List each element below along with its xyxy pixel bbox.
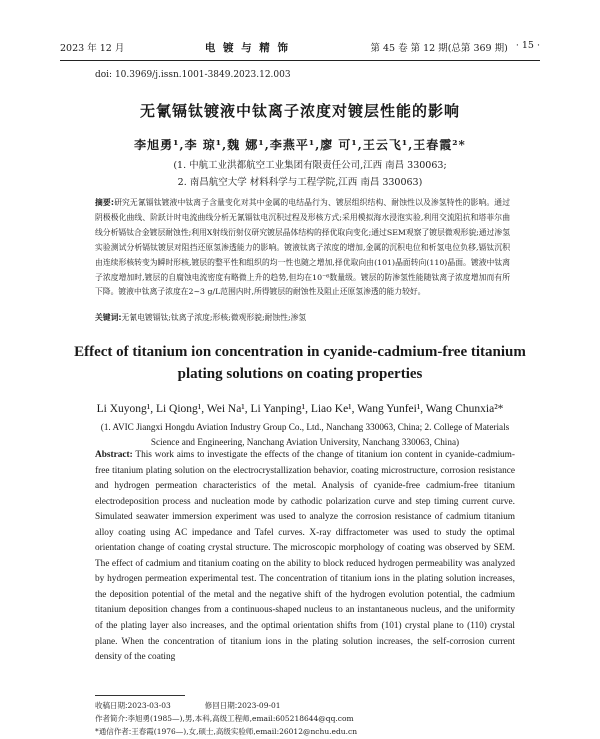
revised-label: 修回日期: [204,701,238,710]
footnote-rule [95,695,185,696]
cn-affiliation-1: (1. 中航工业洪都航空工业集团有限责任公司,江西 南昌 330063; [173,160,447,171]
received-date: 2023-03-03 [127,701,171,710]
footnotes [95,699,515,738]
header-journal: 电 镀 与 精 饰 [204,42,290,54]
en-abstract-label: Abstract: [95,450,133,460]
cn-affiliation-2: 2. 南昌航空大学 材料科学与工程学院,江西 南昌 330063) [177,177,423,188]
revised-date: 2023-09-01 [237,701,281,710]
running-header [60,40,540,61]
en-title: Effect of titanium ion concentration in cyanide-cadmium-free titanium plating solutions on coating properties [74,344,526,382]
footnote-dates [95,699,515,712]
footnote-author [95,712,515,725]
header-issue: 第 45 卷 第 12 期(总第 369 期) [370,43,508,54]
cn-abstract [95,196,510,300]
cn-title: 无氰镉钛镀液中钛离子浓度对镀层性能的影响 [139,102,460,120]
en-affiliation: (1. AVIC Jiangxi Hongdu Aviation Industry Group Co., Ltd., Nanchang 330063, China; 2. College of Materials Science and Engineering, Nanchang Aviation University, Nanchang 330063, China) [100,422,510,447]
cn-keywords-label: 关键词: [95,313,122,322]
cn-authors: 李旭勇¹,李 琼¹,魏 娜¹,李燕平¹,廖 可¹,王云飞¹,王春霞²* [134,138,466,152]
cn-keywords [95,312,510,323]
cn-keywords-text: 无氰电镀镉钛;钛离子浓度;形核;微观形貌;耐蚀性;渗氢 [121,313,307,322]
corresponding-label: *通信作者: [95,727,132,736]
header-page: · 15 · [515,40,540,51]
received-label: 收稿日期: [95,701,128,710]
author-info: 李旭勇(1985—),男,本科,高级工程师,email:605218644@qq.com [127,714,354,723]
corresponding-info: 王春霞(1976—),女,硕士,高级实验师,email:26012@nchu.edu.cn [131,727,358,736]
cn-abstract-text: 研究无氰镉钛镀液中钛离子含量变化对其中金属的电结晶行为、镀层组织结构、耐蚀性以及渗氢特性的影响。通过阴极极化曲线、阶跃计时电流曲线分析无氰镉钛电沉积过程及形核方式;采用模拟海水浸泡实验,利用交流阻抗和塔菲尔曲线分析镉钛合金镀层耐蚀性;利用X射线衍射仪研究镀层晶体结构的择优取向变化;通过SEM观察了镀层微观形貌;通过渗氢实验测试分析镉钛镀层对阻挡还原氢渗透能力的影响。镀液钛离子浓度的增加,金属的沉积电位和析氢电位负移,镉钛沉积由连续形核转变为瞬时形核,镀层的整平性和组织的均一性也随之增加,择优取向由(101)晶面转向(110)晶面。镀液中钛离子浓度增加时,镀层的自腐蚀电流密度有略微上升的趋势,但均在10⁻⁶数量级。镀层的防渗氢性能随钛离子浓度增加而有所下降。镀液中钛离子浓度在2~3 g/L范围内时,所得镀层的耐蚀性及阻止还原氢渗透的能力较好。 [95,198,510,297]
author-label: 作者简介: [95,714,128,723]
en-abstract-text: This work aims to investigate the effects of the change of titanium ion content in cyanide-cadmium-free titanium plating solution on the electrocrystallization behavior, coating microstructure, corrosion resistance and hydrogen permeation characteristics of the metal. Analysis of cyanide-free cadmium-free titanium electrodeposition process and nucleation mode by cathodic polarization curve and step timing current curve. Simulated seawater immersion experiment was used to analyze the corrosion resistance of cadmium titanium alloy coating using AC impedance and Tafel curves. X-ray diffractometer was used to study the optimal orientation change of coating crystal structure. The microscopic morphology of coating was observed by SEM. The effect of cadmium and titanium coating on the ability to block reduced hydrogen permeability was analyzed by hydrogen permeation experimental test. The concentration of titanium ions in the plating solution increases, the deposition potential of the metal and the negative shift of the hydrogen evolution potential, the cadmium titanium deposition changes from a continuous-shaped nucleus to an instantaneous nucleus, and the uniformity of the plating layer also increases, and the optimal orientation shifts from (101) crystal plane to (110) crystal plane. When the concentration of titanium ions in the plating solution increases, the self-corrosion current density of the coating [95,450,516,663]
en-authors: Li Xuyong¹, Li Qiong¹, Wei Na¹, Li Yanping¹, Liao Ke¹, Wang Yunfei¹, Wang Chunxia²* [96,403,504,415]
header-right [370,40,540,54]
cn-abstract-label: 摘要: [95,198,114,207]
header-date: 2023 年 12 月 [60,43,125,54]
footnote-corresponding [95,725,515,738]
doi[interactable]: doi: 10.3969/j.issn.1001-3849.2023.12.003 [95,70,291,80]
en-abstract [95,448,515,666]
